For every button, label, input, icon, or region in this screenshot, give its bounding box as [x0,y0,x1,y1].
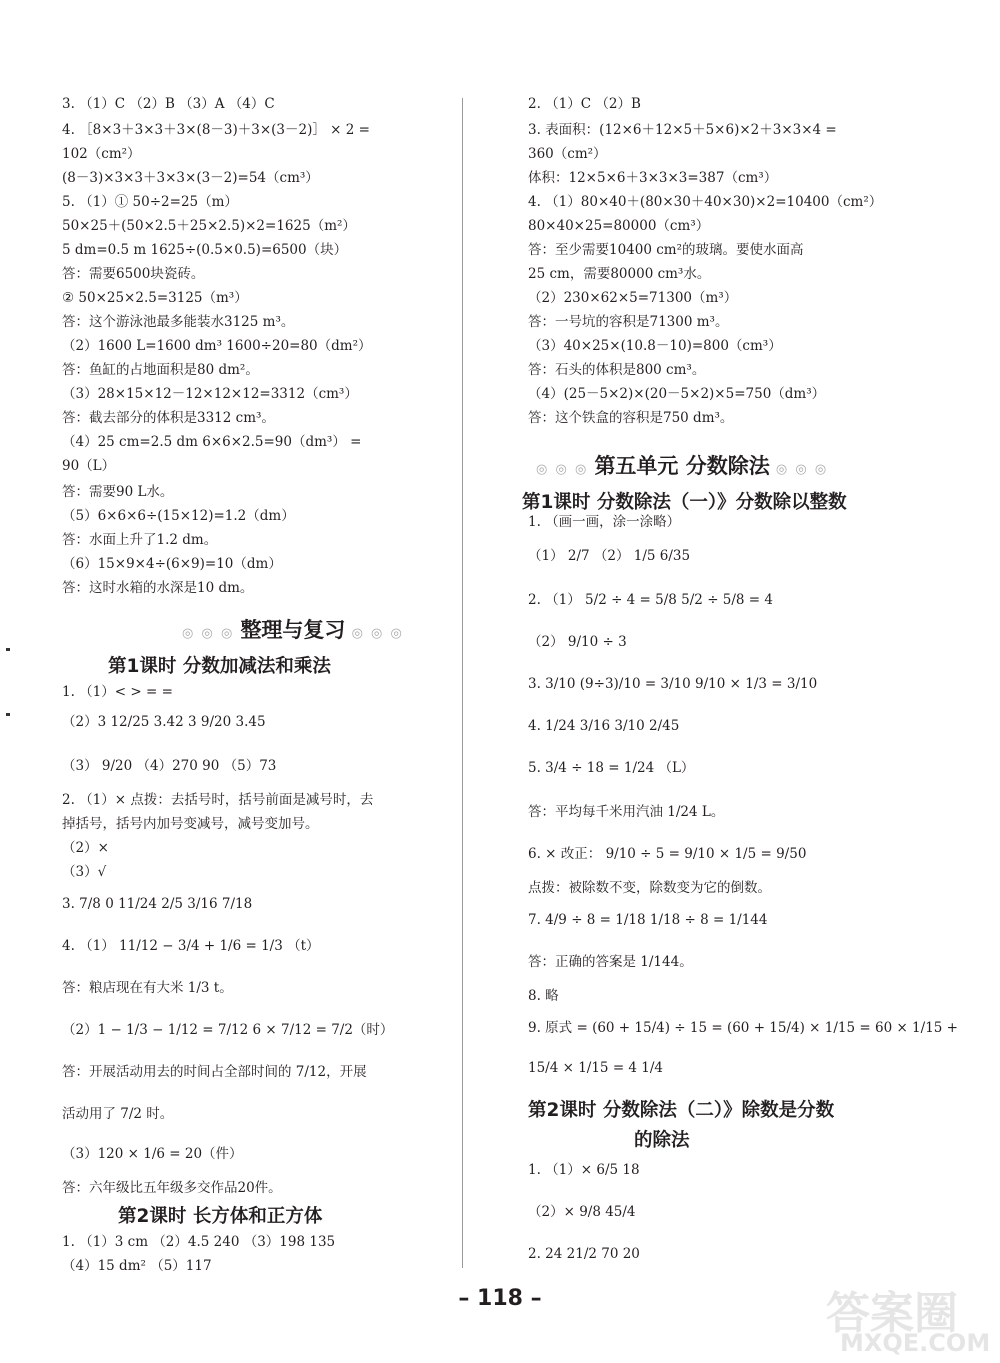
margin-mark [6,713,10,716]
answer-line: 答：开展活动用去的时间占全部时间的 7/12，开展 [62,1064,367,1080]
answer-line: 4. （1）80×40＋(80×30＋40×30)×2=10400（cm²） [528,194,883,210]
watermark-logo: 答案圈 [826,1288,958,1339]
answer-line: 9. 原式 = (60 + 15/4) ÷ 15 = (60 + 15/4) × 1/15 = 60 × 1/15 + [528,1020,958,1036]
answer-line: 答：需要90 L水。 [62,484,174,500]
answer-line: 5 dm=0.5 m 1625÷(0.5×0.5)=6500（块） [62,242,348,258]
answer-line: 答：石头的体积是800 cm³。 [528,362,706,378]
lesson-heading: 的除法 [634,1130,690,1151]
answer-line: 答：这个铁盒的容积是750 dm³。 [528,410,734,426]
answer-line: 答：鱼缸的占地面积是80 dm²。 [62,362,259,378]
answer-line: 4. 1/24 3/16 3/10 2/45 [528,718,680,734]
answer-line: 4. ［8×3＋3×3＋3×(8－3)＋3×(3－2)］ × 2 = [62,122,370,138]
answer-line: （3）28×15×12－12×12×12=3312（cm³） [62,386,358,402]
answer-line: （3）√ [62,864,107,880]
answer-line: （3）40×25×(10.8－10)=800（cm³） [528,338,782,354]
answer-line: 答：平均每千米用汽油 1/24 L。 [528,804,725,820]
answer-line: （2） 9/10 ÷ 3 [528,634,627,650]
answer-line: 5. （1）① 50÷2=25（m） [62,194,238,210]
answer-line: 3. 3/10 (9÷3)/10 = 3/10 9/10 × 1/3 = 3/10 [528,676,818,692]
answer-line: （2）1600 L=1600 dm³ 1600÷20=80（dm²） [62,338,372,354]
lesson-heading: 第1课时 分数除法（一）》分数除以整数 [522,492,847,513]
answer-line: 3. 7/8 0 11/24 2/5 3/16 7/18 [62,896,253,912]
answer-line: （4）25 cm=2.5 dm 6×6×2.5=90（dm³） = [62,434,362,450]
unit-title: 整理与复习 [240,618,346,642]
answer-line: （4）15 dm² （5）117 [62,1258,212,1274]
lesson-heading: 第2课时 长方体和正方体 [118,1206,323,1227]
answer-line: （2）3 12/25 3.42 3 9/20 3.45 [62,714,266,730]
answer-line: 50×25＋(50×2.5＋25×2.5)×2=1625（m²） [62,218,356,234]
answer-line: （2）× [62,840,109,856]
decor-dots: ◎ ◎ ◎ [345,626,404,641]
answer-line: 掉括号，括号内加号变减号，减号变加号。 [62,816,319,832]
answer-line: 1. （1）× 6/5 18 [528,1162,640,1178]
answer-line: 2. （1） 5/2 ÷ 4 = 5/8 5/2 ÷ 5/8 = 4 [528,592,774,608]
answer-line: 90（L） [62,458,116,474]
answer-line: (8－3)×3×3＋3×3×(3－2)=54（cm³） [62,170,319,186]
decor-dots: ◎ ◎ ◎ [769,462,829,477]
answer-line: （3）120 × 1/6 = 20（件） [62,1146,243,1162]
answer-line: 答：正确的答案是 1/144。 [528,954,693,970]
answer-line: 答：这个游泳池最多能装水3125 m³。 [62,314,295,330]
answer-line: 1. （画一画，涂一涂略） [528,514,681,530]
decor-dots: ◎ ◎ ◎ [182,626,241,641]
answer-line: （2）230×62×5=71300（m³） [528,290,738,306]
unit-heading [536,450,828,480]
answer-line: 1. （1）< > = = [62,684,173,700]
answer-line: （6）15×9×4÷(6×9)=10（dm） [62,556,282,572]
answer-line: 答：粮店现在有大米 1/3 t。 [62,980,233,996]
answer-line: 答：水面上升了1.2 dm。 [62,532,218,548]
answer-line: 2. （1）C （2）B [528,96,641,112]
answer-line: 7. 4/9 ÷ 8 = 1/18 1/18 ÷ 8 = 1/144 [528,912,768,928]
answer-line: 答：六年级比五年级多交作品20件。 [62,1180,282,1196]
column-divider [462,98,463,1268]
answer-line: 活动用了 7/2 时。 [62,1106,174,1122]
answer-line: 答：一号坑的容积是71300 m³。 [528,314,729,330]
page-number: – 118 – [458,1286,542,1311]
answer-line: ② 50×25×2.5=3125（m³） [62,290,248,306]
margin-mark [6,648,10,651]
watermark-url: MXQE.COM [840,1329,991,1357]
answer-line: （2）1 − 1/3 − 1/12 = 7/12 6 × 7/12 = 7/2（时） [62,1022,394,1038]
answer-line: 8. 略 [528,988,559,1004]
answer-line: 5. 3/4 ÷ 18 = 1/24 （L） [528,760,695,776]
answer-line: 体积：12×5×6＋3×3×3=387（cm³） [528,170,778,186]
answer-line: （3） 9/20 （4）270 90 （5）73 [62,758,277,774]
answer-line: 25 cm，需要80000 cm³水。 [528,266,711,282]
answer-line: 2. （1）× 点拨：去括号时，括号前面是减号时，去 [62,792,374,808]
answer-line: 15/4 × 1/15 = 4 1/4 [528,1060,664,1076]
answer-line: 答：至少需要10400 cm²的玻璃。要使水面高 [528,242,804,258]
answer-line: 360（cm²） [528,146,607,162]
answer-line: 点拨：被除数不变，除数变为它的倒数。 [528,880,771,896]
answer-line: 答：这时水箱的水深是10 dm。 [62,580,254,596]
answer-line: 102（cm²） [62,146,141,162]
answer-line: 2. 24 21/2 70 20 [528,1246,640,1262]
answer-line: （2）× 9/8 45/4 [528,1204,636,1220]
answer-line: （5）6×6×6÷(15×12)=1.2（dm） [62,508,295,524]
answer-line: （1） 2/7 （2） 1/5 6/35 [528,548,691,564]
answer-line: 3. 表面积：(12×6＋12×5＋5×6)×2＋3×3×4 = [528,122,837,138]
decor-dots: ◎ ◎ ◎ [536,462,595,477]
answer-line: 4. （1） 11/12 − 3/4 + 1/6 = 1/3 （t） [62,938,320,954]
unit-title: 第五单元 分数除法 [594,454,770,478]
lesson-heading: 第1课时 分数加减法和乘法 [108,656,331,677]
answer-line: 答：需要6500块瓷砖。 [62,266,205,282]
unit-heading [182,614,404,644]
answer-line: 6. × 改正： 9/10 ÷ 5 = 9/10 × 1/5 = 9/50 [528,846,807,862]
answer-line: 80×40×25=80000（cm³） [528,218,710,234]
answer-line: 3. （1）C （2）B （3）A （4）C [62,96,275,112]
answer-line: （4）(25－5×2)×(20－5×2)×5=750（dm³） [528,386,826,402]
answer-line: 1. （1）3 cm （2）4.5 240 （3）198 135 [62,1234,336,1250]
answer-line: 答：截去部分的体积是3312 cm³。 [62,410,275,426]
lesson-heading: 第2课时 分数除法（二）》除数是分数 [528,1100,835,1121]
watermark [806,1277,991,1357]
